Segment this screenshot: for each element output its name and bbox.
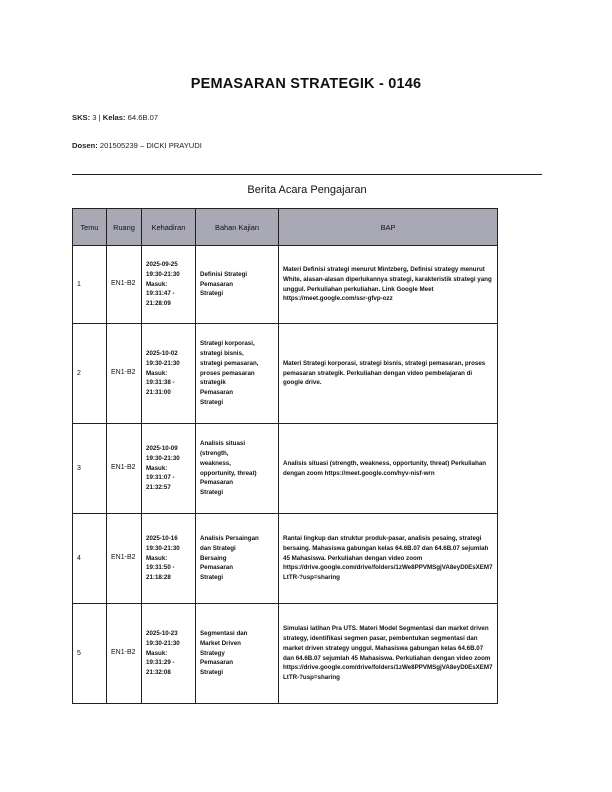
cell-kehadiran [142, 424, 196, 514]
bahan-kajian-line: strategi bisnis, [200, 350, 244, 357]
bahan-kajian-line: strategik [200, 379, 226, 387]
cell-bap [279, 324, 498, 424]
bap-text: Materi Strategi korporasi, strategi bisnis, strategi pemasaran, proses pemasaran strategik. Perkuliahan dengan video pembelajaran di google drive. [283, 359, 486, 387]
kehadiran-line: 2025-10-23 [146, 630, 178, 637]
kehadiran-line: Masuk: [146, 369, 168, 377]
cell-bahan-kajian [196, 424, 279, 514]
cell-bahan-kajian [196, 514, 279, 604]
bahan-kajian-line: Market Driven [200, 639, 241, 647]
kehadiran-line: 2025-09-25 [146, 261, 178, 268]
header-bap: BAP [279, 209, 498, 246]
bahan-kajian-line: Pemasaran [200, 280, 234, 288]
section-subtitle: Berita Acara Pengajaran [247, 184, 367, 196]
cell-ruang: EN1-B2 [107, 424, 142, 514]
kehadiran-line: 2025-10-09 [146, 445, 178, 452]
kehadiran-line: 19:31:47 - [146, 290, 175, 298]
kehadiran-line: Masuk: [146, 464, 168, 472]
bahan-kajian-line: Definisi Strategi [200, 270, 248, 278]
bahan-kajian-line: (strength, [200, 449, 229, 457]
bahan-kajian-line: Strategi [200, 398, 224, 406]
kehadiran-line: 19:30-21:30 [146, 544, 180, 552]
header-kehadiran: Kehadiran [142, 209, 196, 246]
kehadiran-line: 19:30-21:30 [146, 270, 180, 278]
dosen-label: Dosen: [72, 141, 98, 150]
kelas-label: Kelas: [102, 113, 126, 122]
cell-bap [279, 514, 498, 604]
table-row [73, 514, 498, 604]
bap-text: Simulasi latihan Pra UTS. Materi Model Segmentasi dan market driven strategy, identifikasi segmen pasar, pembentukan segmentasi dan market driven strategy unggul. Mahasiswa gabungan kelas 64.6B.07 dan 64.6B.07 sejumlah 45 Mahasiswa. Perkuliahan dengan video zoom https://drive.google.com/drive/folders/1zWe8PPVMSgjVA8eyD0EsXEM7LtTR-?usp=sharing [283, 625, 493, 682]
bahan-kajian-line: Analisis situasi [200, 440, 246, 448]
kehadiran-line: 19:31:07 - [146, 474, 175, 482]
sks-label: SKS: [72, 113, 91, 122]
cell-ruang: EN1-B2 [107, 324, 142, 424]
kehadiran-line: 2025-10-02 [146, 350, 178, 357]
bahan-kajian-line: Strategi [200, 574, 224, 582]
bahan-kajian-line: Strategi [200, 669, 224, 677]
header-bahan-kajian: Bahan Kajian [196, 209, 279, 246]
kehadiran-line: 19:30-21:30 [146, 639, 180, 647]
table-row [73, 604, 498, 704]
kehadiran-line: 21:31:00 [146, 389, 171, 397]
cell-temu: 4 [73, 514, 107, 604]
kehadiran-line: 19:30-21:30 [146, 359, 180, 367]
bap-text: Rantai lingkup dan struktur produk-pasar, analisis pesaing, strategi bersaing. Mahasiswa gabungan kelas 64.6B.07 dan 64.6B.07 sejumlah 45 Mahasiswa. Perkuliahan dengan video zoom https://drive.google.com/drive/folders/1zWe8PPVMSgjVA8eyD0EsXEM7LtTR-?usp=sharing [283, 535, 493, 582]
lecturer-meta [72, 141, 202, 150]
cell-kehadiran [142, 246, 196, 324]
kehadiran-line: Masuk: [146, 649, 168, 657]
bap-text: Materi Definisi strategi menurut Mintzberg, Definisi strategy menurut White, alasan-alasan diperlukannya strategi, karakteristik strategi yang unggul. Perkuliahan perkuliahan. Link Google Meet https://meet.google.com/ssr-gfvp-ozz [283, 265, 492, 303]
cell-bahan-kajian [196, 324, 279, 424]
bahan-kajian-line: Pemasaran [200, 389, 234, 397]
kehadiran-line: 19:31:50 - [146, 564, 175, 572]
cell-ruang: EN1-B2 [107, 604, 142, 704]
cell-ruang: EN1-B2 [107, 514, 142, 604]
bahan-kajian-line: strategi pemasaran, [200, 359, 259, 367]
cell-kehadiran [142, 324, 196, 424]
kehadiran-line: 21:28:09 [146, 300, 171, 308]
kehadiran-line: 19:31:29 - [146, 659, 175, 667]
cell-ruang: EN1-B2 [107, 246, 142, 324]
table-row [73, 246, 498, 324]
course-meta: SKS: 3 | Kelas: 64.6B.07 [72, 113, 159, 122]
header-temu: Temu [73, 209, 107, 246]
cell-kehadiran [142, 604, 196, 704]
bahan-kajian-line: Segmentasi dan [200, 630, 248, 637]
bahan-kajian-line: Strategi [200, 489, 224, 497]
bahan-kajian-line: weakness, [200, 459, 231, 467]
bahan-kajian-line: Pemasaran [200, 564, 234, 572]
horizontal-divider [72, 174, 542, 175]
cell-bap [279, 424, 498, 514]
bahan-kajian-line: Bersaing [200, 554, 227, 562]
sks-value: 3 [92, 113, 97, 122]
bahan-kajian-line: dan Strategi [200, 544, 236, 552]
kelas-value: 64.6B.07 [127, 113, 159, 122]
cell-kehadiran [142, 514, 196, 604]
cell-bahan-kajian [196, 246, 279, 324]
kehadiran-line: 2025-10-16 [146, 535, 178, 542]
cell-temu: 2 [73, 324, 107, 424]
bahan-kajian-line: proses pemasaran [200, 369, 255, 377]
bahan-kajian-line: Analisis Persaingan [200, 535, 259, 542]
kehadiran-line: 21:32:57 [146, 484, 171, 492]
kehadiran-line: Masuk: [146, 280, 168, 288]
header-ruang: Ruang [107, 209, 142, 246]
bahan-kajian-line: Strategi [200, 290, 224, 298]
table-row [73, 424, 498, 514]
bahan-kajian-line: Strategy [200, 649, 225, 657]
kehadiran-line: 19:30-21:30 [146, 454, 180, 462]
kehadiran-line: 19:31:38 - [146, 379, 175, 387]
document-title: PEMASARAN STRATEGIK - 0146 [190, 76, 422, 92]
cell-temu: 3 [73, 424, 107, 514]
table-header-row [73, 209, 498, 246]
bahan-kajian-line: Pemasaran [200, 659, 234, 667]
kehadiran-line: 21:32:08 [146, 669, 171, 677]
cell-temu: 1 [73, 246, 107, 324]
cell-bahan-kajian [196, 604, 279, 704]
cell-bap [279, 246, 498, 324]
bahan-kajian-line: opportunity, threat) [200, 469, 257, 477]
kehadiran-line: Masuk: [146, 554, 168, 562]
cell-bap [279, 604, 498, 704]
cell-temu: 5 [73, 604, 107, 704]
kehadiran-line: 21:18:28 [146, 574, 171, 582]
dosen-value: 201505239 – DICKI PRAYUDI [99, 141, 202, 150]
bahan-kajian-line: Strategi korporasi, [200, 340, 255, 348]
bap-table [72, 208, 498, 704]
table-row [73, 324, 498, 424]
bap-text: Analisis situasi (strength, weakness, opportunity, threat) Perkuliahan dengan zoom https://meet.google.com/hyv-nisf-wrn [283, 459, 487, 477]
bahan-kajian-line: Pemasaran [200, 479, 234, 487]
